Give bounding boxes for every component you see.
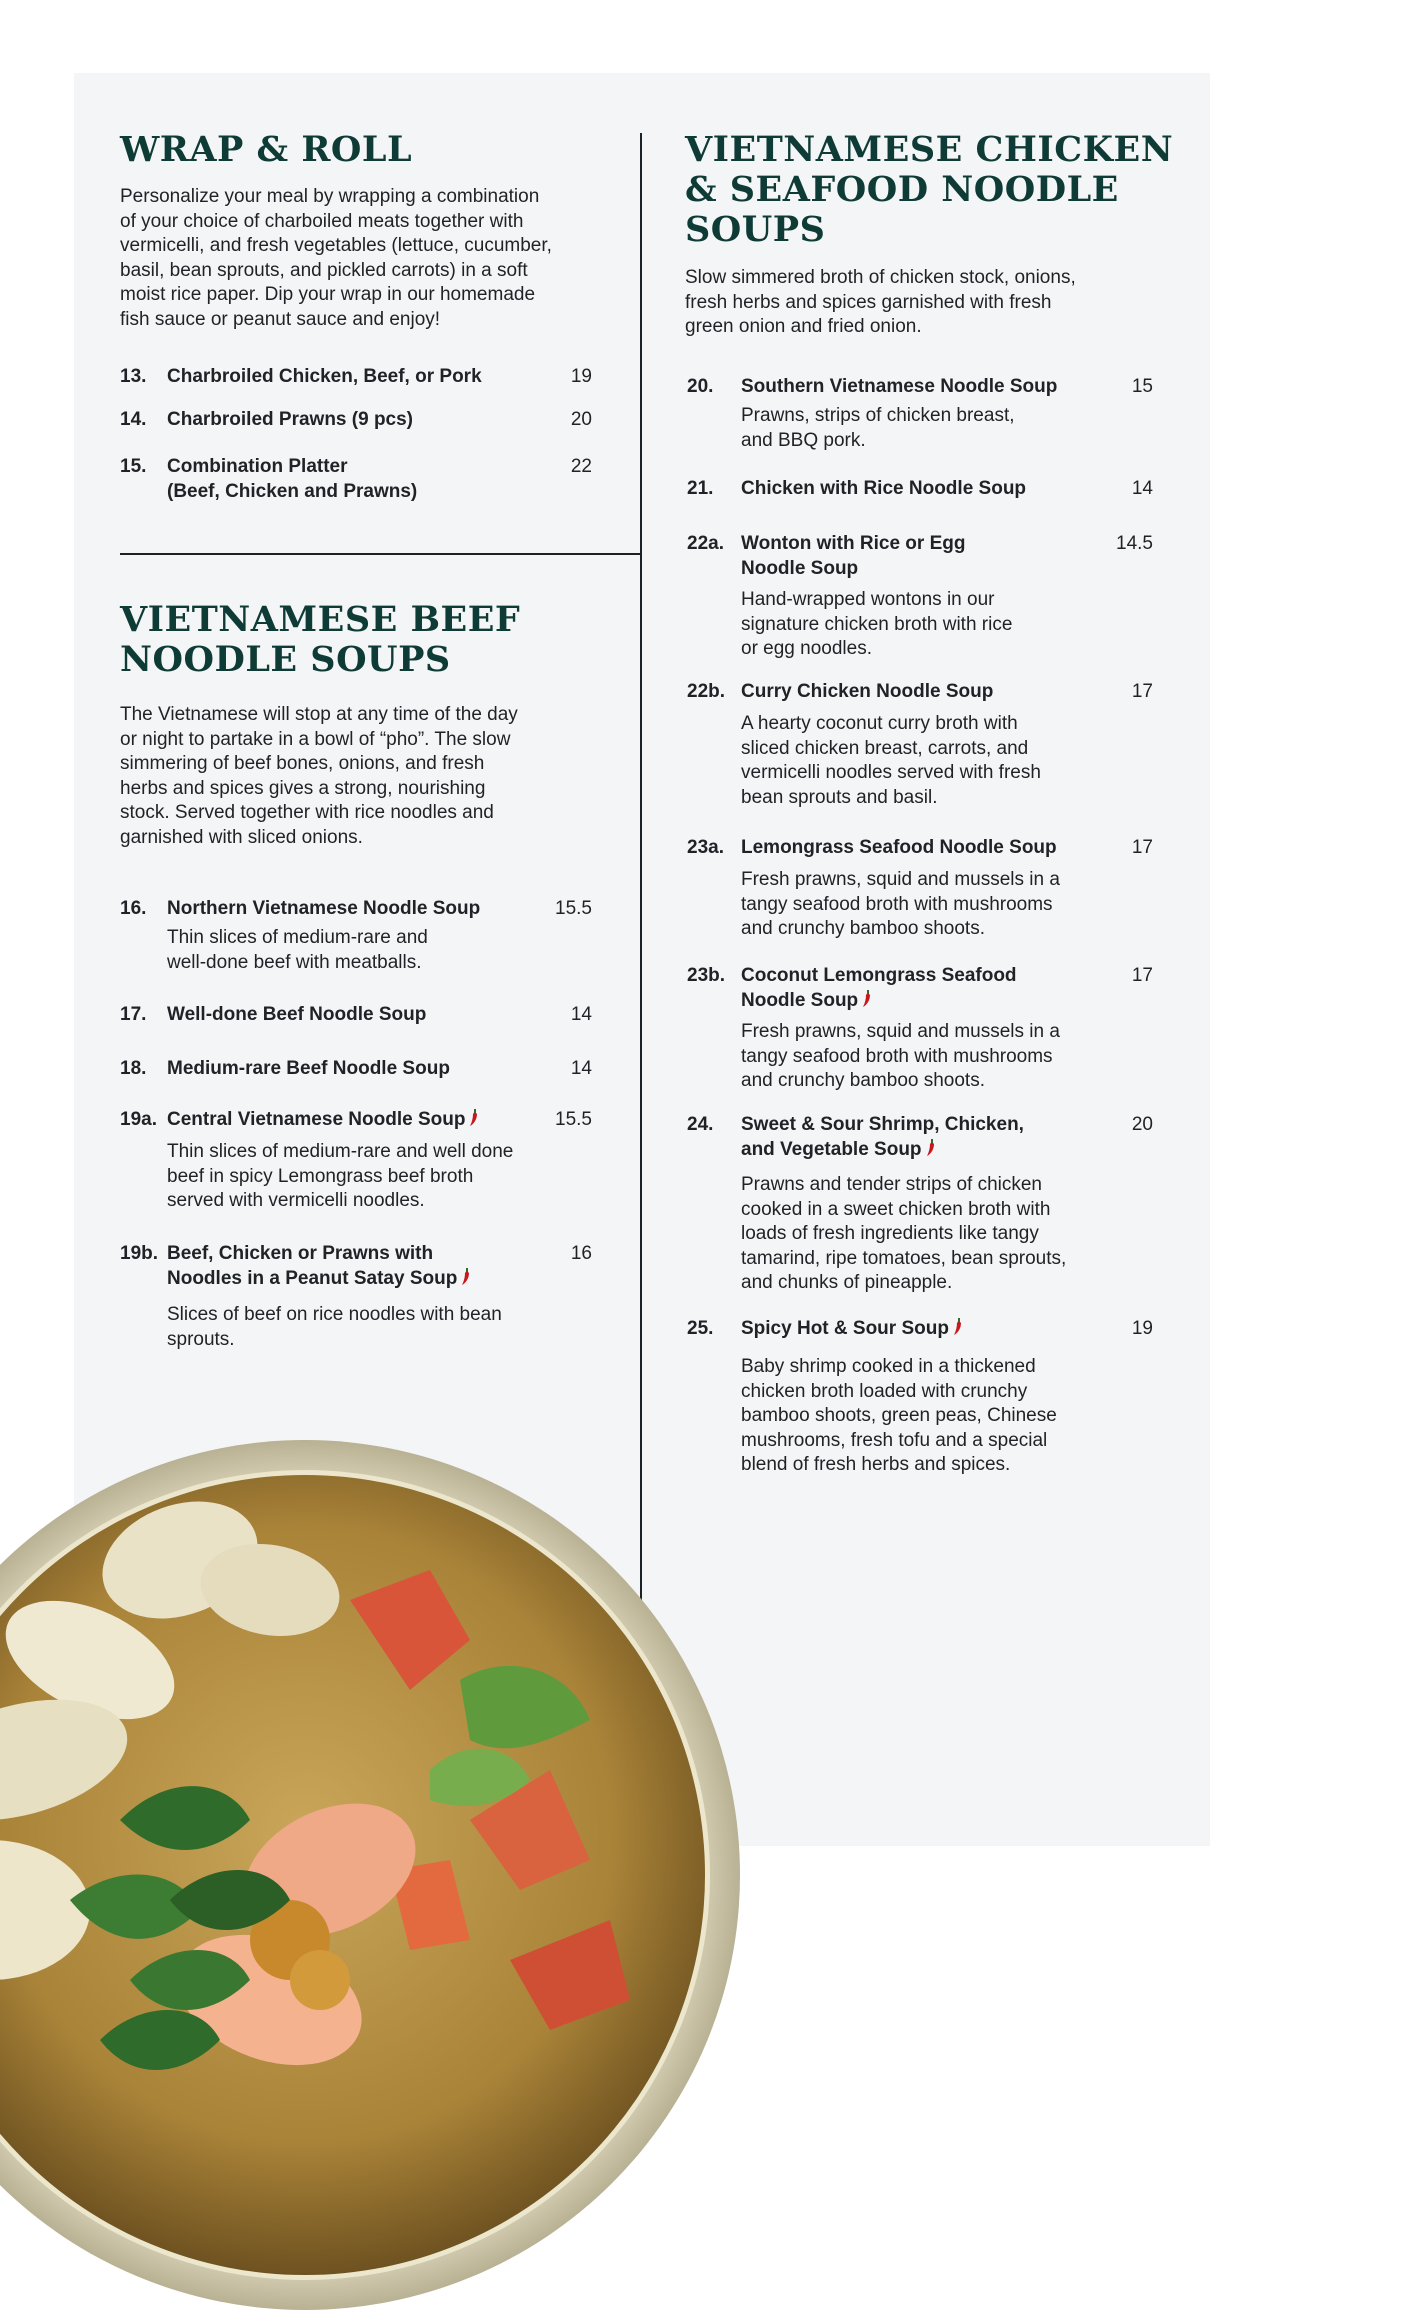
item-number: 22b. <box>687 681 726 702</box>
item-name: Spicy Hot & Sour Soup <box>741 1317 962 1342</box>
item-description: Baby shrimp cooked in a thickened chicken broth loaded with crunchy bamboo shoots, green peas, Chinese mushrooms, fresh tofu and a special blend of fresh herbs and spices. <box>741 1356 1057 1476</box>
item-name: Wonton with Rice or Egg Noodle Soup <box>741 533 966 579</box>
item-name: Northern Vietnamese Noodle Soup <box>167 898 481 919</box>
item-number: 17. <box>120 1004 147 1025</box>
item-name: Curry Chicken Noodle Soup <box>741 681 994 702</box>
item-name: Well-done Beef Noodle Soup <box>167 1004 427 1025</box>
item-price: 19 <box>1131 1318 1153 1339</box>
item-number: 19a. <box>120 1109 157 1130</box>
soup-bowl-photo <box>0 1440 740 2310</box>
item-description: Thin slices of medium-rare and well-done beef with meatballs. <box>167 927 428 973</box>
item-name: Chicken with Rice Noodle Soup <box>741 478 1027 499</box>
chicken-seafood-intro: Slow simmered broth of chicken stock, onions, fresh herbs and spices garnished with fresh green onion and fried onion. <box>685 267 1076 338</box>
wrap-roll-title: WRAP & ROLL <box>120 129 413 170</box>
item-price: 15.5 <box>555 898 592 919</box>
item-price: 17 <box>1131 681 1153 702</box>
item-price: 16 <box>570 1243 592 1264</box>
beef-soups-intro: The Vietnamese will stop at any time of the day or night to partake in a bowl of “pho”. The slow simmering of beef bones, onions, and fresh herbs and spices gives a strong, nourishing stock. Served together with rice noodles and garnished with sliced onions. <box>120 704 518 848</box>
item-number: 20. <box>687 376 714 397</box>
item-name: Combination Platter (Beef, Chicken and Prawns) <box>167 456 418 502</box>
item-price: 14 <box>570 1004 592 1025</box>
chili-pepper-icon <box>926 1139 935 1157</box>
item-name: Southern Vietnamese Noodle Soup <box>741 376 1058 397</box>
item-description: Fresh prawns, squid and mussels in a tangy seafood broth with mushrooms and crunchy bamboo shoots. <box>741 1021 1060 1092</box>
chili-pepper-icon <box>862 990 871 1008</box>
item-name: Sweet & Sour Shrimp, Chicken, and Vegetable Soup <box>741 1114 1024 1160</box>
item-name: Central Vietnamese Noodle Soup <box>167 1108 478 1133</box>
item-number: 22a. <box>687 533 724 554</box>
item-price: 20 <box>570 409 592 430</box>
item-number: 18. <box>120 1058 147 1079</box>
item-price: 15.5 <box>555 1109 592 1130</box>
item-name: Medium-rare Beef Noodle Soup <box>167 1058 450 1079</box>
item-name: Charbroiled Chicken, Beef, or Pork <box>167 366 482 387</box>
item-description: Prawns and tender strips of chicken cooked in a sweet chicken broth with loads of fresh ingredients like tangy tamarind, ripe tomatoes, bean sprouts, and chunks of pineapple. <box>741 1174 1067 1294</box>
chili-pepper-icon <box>953 1318 962 1336</box>
item-name: Lemongrass Seafood Noodle Soup <box>741 837 1057 858</box>
item-number: 23a. <box>687 837 724 858</box>
item-description: Prawns, strips of chicken breast, and BBQ pork. <box>741 405 1015 451</box>
item-name: Charbroiled Prawns (9 pcs) <box>167 409 414 430</box>
item-price: 14 <box>570 1058 592 1079</box>
item-number: 24. <box>687 1114 714 1135</box>
item-number: 16. <box>120 898 147 919</box>
wrap-roll-intro: Personalize your meal by wrapping a combination of your choice of charboiled meats together with vermicelli, and fresh vegetables (lettuce, cucumber, basil, bean sprouts, and pickled carrots) in a soft moist rice paper. Dip your wrap in our homemade fish sauce or peanut sauce and enjoy! <box>120 186 552 330</box>
item-name: Beef, Chicken or Prawns with Noodles in a Peanut Satay Soup <box>167 1242 470 1291</box>
item-description: Hand-wrapped wontons in our signature chicken broth with rice or egg noodles. <box>741 589 1013 660</box>
item-description: Fresh prawns, squid and mussels in a tangy seafood broth with mushrooms and crunchy bamboo shoots. <box>741 869 1060 940</box>
chicken-seafood-title: VIETNAMESE CHICKEN & SEAFOOD NOODLE SOUPS <box>685 129 1174 250</box>
item-price: 19 <box>570 366 592 387</box>
item-price: 14.5 <box>1116 533 1153 554</box>
item-price: 14 <box>1131 478 1153 499</box>
item-number: 15. <box>120 456 147 477</box>
item-number: 13. <box>120 366 147 387</box>
beef-soups-title: VIETNAMESE BEEF NOODLE SOUPS <box>120 599 521 680</box>
section-divider <box>120 553 642 555</box>
chili-pepper-icon <box>469 1109 478 1127</box>
item-name: Coconut Lemongrass Seafood Noodle Soup <box>741 965 1017 1011</box>
item-price: 17 <box>1131 837 1153 858</box>
item-price: 15 <box>1131 376 1153 397</box>
item-description: Slices of beef on rice noodles with bean sprouts. <box>167 1304 502 1350</box>
item-description: Thin slices of medium-rare and well done beef in spicy Lemongrass beef broth served with vermicelli noodles. <box>167 1141 514 1212</box>
item-price: 22 <box>570 456 592 477</box>
chili-pepper-icon <box>461 1268 470 1286</box>
item-price: 20 <box>1131 1114 1153 1135</box>
item-number: 25. <box>687 1318 714 1339</box>
item-number: 19b. <box>120 1243 159 1264</box>
item-number: 23b. <box>687 965 726 986</box>
item-price: 17 <box>1131 965 1153 986</box>
item-description: A hearty coconut curry broth with sliced chicken breast, carrots, and vermicelli noodles served with fresh bean sprouts and basil. <box>741 713 1041 808</box>
item-number: 14. <box>120 409 147 430</box>
column-divider <box>640 133 642 1619</box>
item-number: 21. <box>687 478 714 499</box>
